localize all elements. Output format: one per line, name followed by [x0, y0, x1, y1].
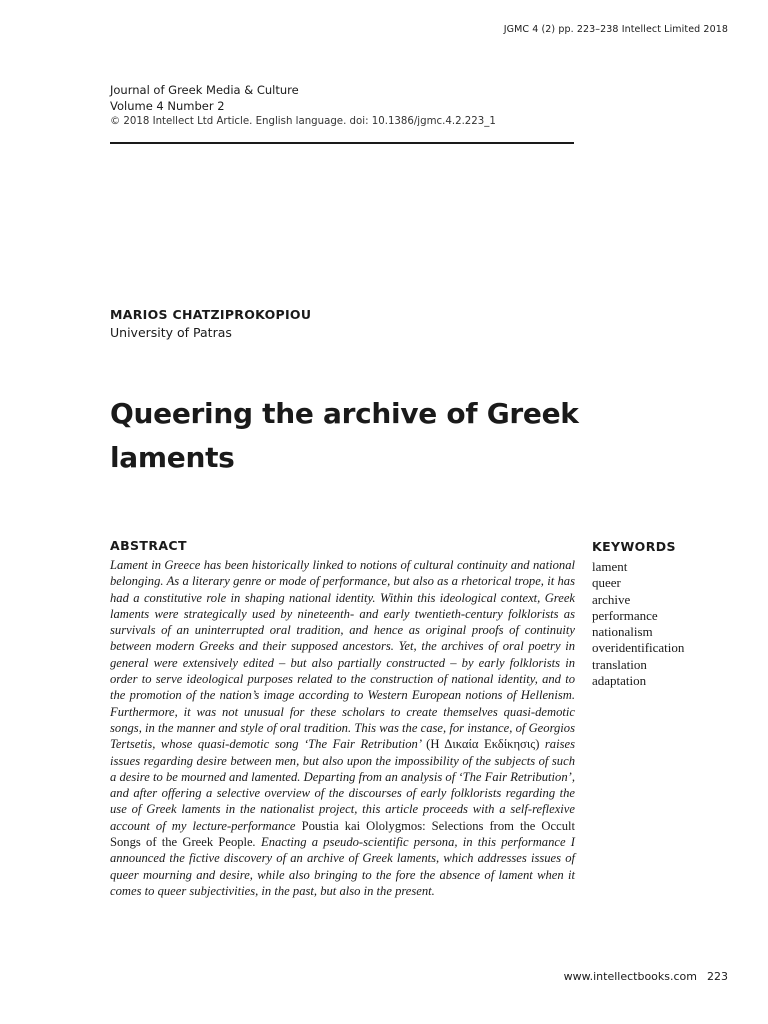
journal-info	[110, 82, 574, 130]
keyword-item: nationalism	[592, 624, 653, 640]
keyword-item: archive	[592, 591, 631, 607]
article-title-line-2: laments	[110, 441, 235, 474]
keywords-heading: KEYWORDS	[592, 539, 676, 554]
abstract-heading: ABSTRACT	[110, 538, 187, 553]
keyword-item: performance	[592, 607, 658, 623]
article-title-line-1: Queering the archive of Greek	[110, 397, 579, 430]
abstract-text-1: Lament in Greece has been historically linked to notions of cultural continuity and national belonging. As a literary genre or mode of performance, but also as a rhetorical trope, it has had a constitutive role in shaping national identity. Within this ideological context, Greek laments were strategically used by nineteenth- and early twentieth-century folklorists as survivals of an uninterrupted oral tradition, and hence as original proofs of continuity between modern Greeks and their supposed ancestors. Yet, the archives of oral poetry in general were extensively edited – but also partially constructed – by early folklorists in order to serve ideological purposes related to the construction of national identity, and to the promotion of the nation’s image according to Western European notions of Hellenism. Furthermore, it was not unusual for these scholars to create themselves quasi-demotic songs, in the manner and style of oral tradition. This was the case, for instance, of Georgios Tertsetis, whose quasi-demotic song ‘The Fair Retribution’	[110, 558, 575, 752]
author-block	[110, 306, 311, 342]
running-head: JGMC 4 (2) pp. 223–238 Intellect Limited 2018	[503, 24, 728, 35]
page-footer	[564, 970, 728, 983]
keyword-item: translation	[592, 656, 647, 672]
keyword-item: lament	[592, 559, 628, 574]
abstract-body	[110, 557, 575, 899]
journal-copyright: © 2018 Intellect Ltd Article. English language. doi: 10.1386/jgmc.4.2.223_1	[110, 116, 496, 127]
keyword-item: queer	[592, 575, 621, 591]
keyword-item: adaptation	[592, 673, 647, 689]
article-title	[110, 392, 590, 480]
page-number: 223	[707, 970, 728, 983]
abstract-performance-title: Poustia kai Ololygmos: Selections from the Occult Songs of the Greek People	[110, 818, 575, 850]
abstract-greek-title: (Η Δικαία Εκδίκησις)	[426, 737, 540, 752]
journal-volume: Volume 4 Number 2	[110, 99, 225, 113]
abstract-text-2: raises issues regarding desire between men, but also upon the impossibility of the subjects of such a desire to be mourned and lamented. Departing from an analysis of ‘The Fair Retribution’, and after offering a selective overview of the discourses of early folklorists regarding the use of Greek laments in the nationalist project, this article proceeds with a self-reflexive account of my lecture-performance	[110, 737, 575, 833]
abstract-text-3: . Enacting a pseudo-scientific persona, in this performance I announced the fictive discovery of an archive of Greek laments, which addresses issues of queer mourning and desire, while also bringing to the fore the absence of lament when it comes to queer subjectivities, in the past, but also in the present.	[110, 835, 575, 898]
footer-url: www.intellectbooks.com	[563, 970, 697, 983]
keyword-item: overidentification	[592, 640, 685, 656]
author-name: MARIOS CHATZIPROKOPIOU	[110, 307, 312, 322]
author-affiliation: University of Patras	[110, 325, 232, 340]
header-rule	[110, 142, 574, 144]
keywords-list	[592, 559, 684, 689]
journal-name: Journal of Greek Media & Culture	[110, 83, 299, 97]
